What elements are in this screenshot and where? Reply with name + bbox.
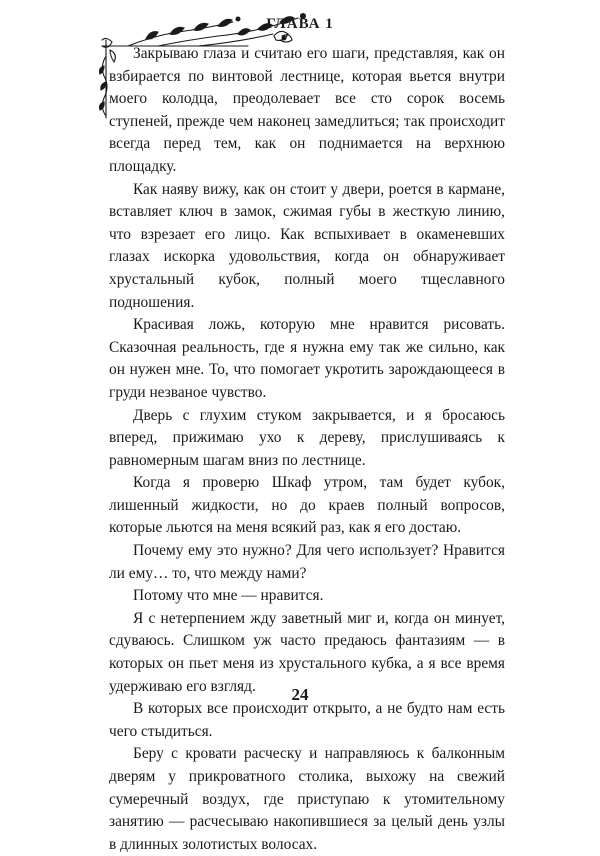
page-number: 24 — [291, 685, 309, 704]
paragraph: Красивая ложь, которую мне нравится рисовать. Сказочная реальность, где я нужна ему так же сильно, как он нужен мне. То, что помогает укротить зарождающееся в груди незваное чувство. — [109, 316, 505, 401]
paragraph: Дверь с глухим стуком закрывается, и я бросаюсь вперед, прижимаю ухо к дереву, прислушиваясь к равномерным шагам вниз по лестнице. — [109, 406, 505, 469]
chapter-title: ГЛАВА 1 — [266, 16, 334, 32]
paragraph: В которых все происходит открыто, а не будто нам есть чего стыдиться. — [109, 700, 505, 740]
paragraph: Потому что мне — нравится. — [133, 587, 324, 605]
paragraph: Почему ему это нужно? Для чего использует? Нравится ли ему… то, что между нами? — [109, 542, 505, 582]
paragraph: Закрываю глаза и считаю его шаги, представляя, как он взбирается по винтовой лестнице, которая вьется внутри моего колодца, преодолевает все сто сорок восемь ступеней, прежде чем наконец замедлиться; так происходит всегда перед тем, как он поднимается на верхнюю площадку. — [109, 45, 505, 175]
body-text — [109, 43, 505, 856]
paragraph: Я с нетерпением жду заветный миг и, когда он минует, сдуваюсь. Слишком уж часто предаюсь фантазиям — в которых он пьет меня из хрустального кубка, а я все время удерживаю его взгляд. — [109, 609, 505, 695]
paragraph: Как наяву вижу, как он стоит у двери, роется в кармане, вставляет ключ в замок, сжимая губы в жесткую линию, что взрезает его лицо. Как вспыхивает в окаменевших глазах искорка удовольствия, когда он обнаруживает хрустальный кубок, полный моего тщеславного подношения. — [109, 180, 505, 311]
paragraph: Беру с кровати расческу и направляюсь к балконным дверям у прикроватного столика, выхожу на свежий сумеречный воздух, где приступаю к утомительному занятию — расчесываю накопившиеся за целый день узлы в длинных золотистых волосах. — [109, 745, 505, 853]
paragraph: Когда я проверю Шкаф утром, там будет кубок, лишенный жидкости, но до краев полный вопросов, которые льются на меня всякий раз, как я его достаю. — [109, 474, 505, 537]
